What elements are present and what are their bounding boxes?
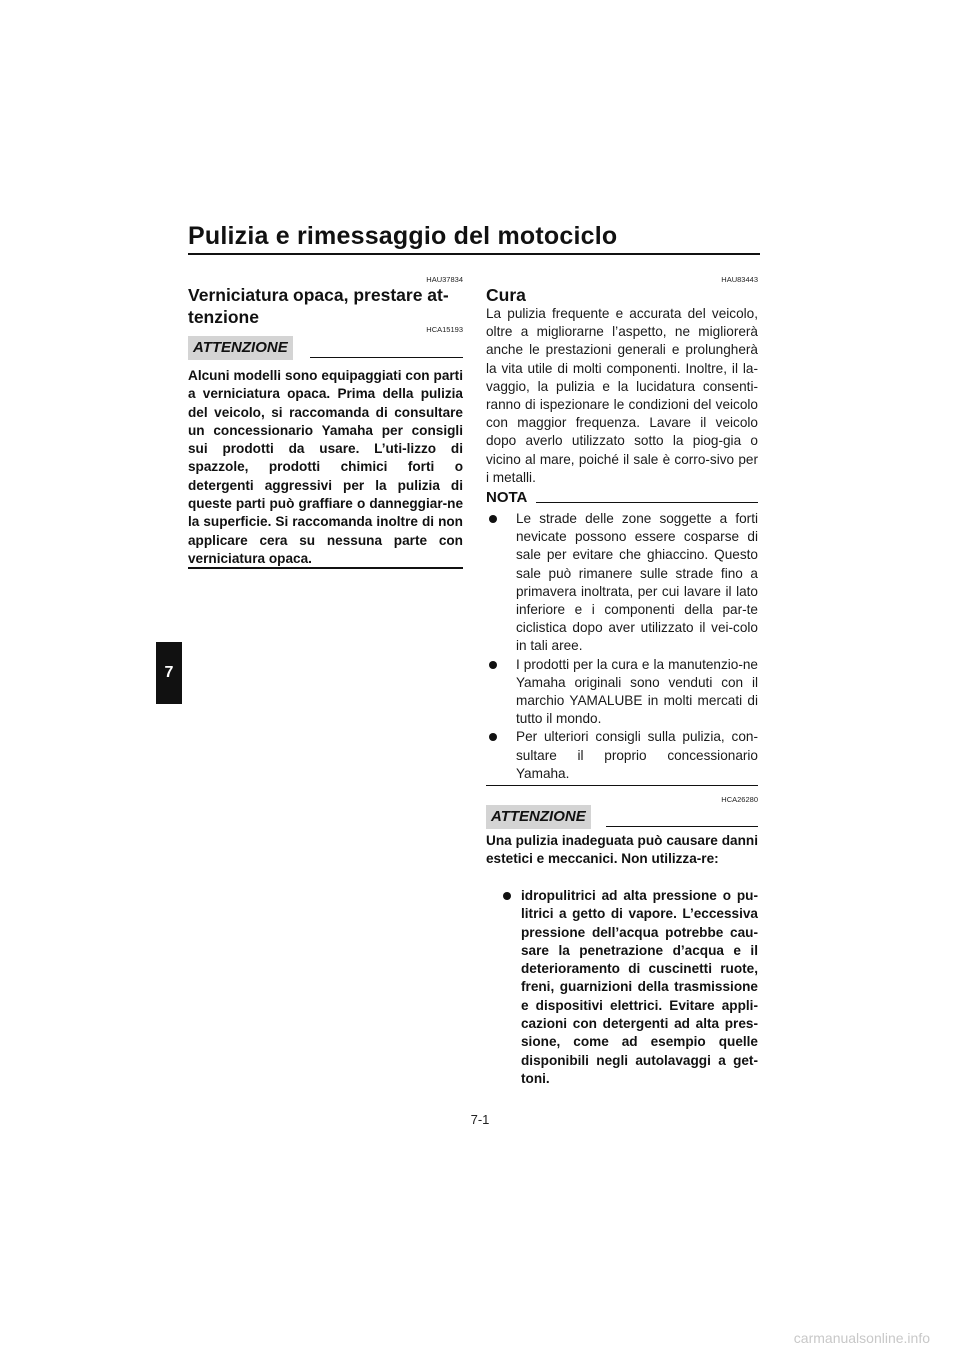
- note-item-text: Le strade delle zone soggette a forti nevicate possono essere cosparse di sale per evitare che ghiaccino. Questo sale può rimanere sulle strade fino a primavera inoltrata, per cui lavare il lato inferiore e i componenti della par-te ciclistica dopo aver utilizzato il vei-colo in tali aree.: [516, 511, 758, 654]
- watermark: carmanualsonline.info: [793, 1330, 930, 1346]
- note-rule: [536, 502, 758, 503]
- list-item: [486, 728, 758, 783]
- caution-label: ATTENZIONE: [486, 805, 591, 829]
- caution-text: Alcuni modelli sono equipaggiati con parti a verniciatura opaca. Prima della pulizia del veicolo, si raccomanda di consultare un concessionario Yamaha per consigli sui prodotti da usare. L’uti-lizzo di spazzole, prodotti chimici forti o detergenti aggressivi per la pulizia di queste parti può graffiare o danneggiar-ne la superficie. Si raccomanda inoltre di non applicare cera su nessuna parte con verniciatura opaca.: [188, 368, 463, 566]
- bullet-icon: [489, 733, 497, 741]
- caution-code: HCA26280: [721, 795, 758, 804]
- note-label: NOTA: [486, 489, 528, 506]
- caution-rule: [310, 357, 463, 358]
- caution-code: HCA15193: [426, 325, 463, 334]
- note-end-rule: [486, 785, 758, 786]
- section-heading-line-1: Verniciatura opaca, prestare at-: [188, 285, 449, 305]
- caution-list: [486, 887, 758, 1088]
- section-heading-line-2: tenzione: [188, 307, 259, 327]
- caution-item-text: idropulitrici ad alta pressione o pu-litrici a getto di vapore. L’eccessiva pressione dell’acqua potrebbe cau-sare la penetrazione d’acqua e il deterioramento di cuscinetti ruote, freni, guarnizioni della trasmissione e dispositivi elettrici. Evitare appli-cazioni con detergenti ad alta pres-sione, come ad esempio quelle disponibili negli autolavaggi a get-toni.: [521, 888, 758, 1086]
- bullet-icon: [489, 661, 497, 669]
- section-code: HAU83443: [721, 275, 758, 284]
- caution-rule: [606, 826, 758, 827]
- note-item-text: Per ulteriori consigli sulla pulizia, con-sultare il proprio concessionario Yamaha.: [516, 729, 758, 781]
- list-item: [486, 510, 758, 656]
- bullet-icon: [489, 515, 497, 523]
- note-item-text: I prodotti per la cura e la manutenzio-ne Yamaha originali sono venduti con il marchio YAMALUBE in molti mercati di tutto il mondo.: [516, 656, 758, 727]
- section-heading-care: Cura: [486, 285, 526, 305]
- caution-end-rule: [188, 567, 463, 569]
- care-paragraph: La pulizia frequente e accurata del veicolo, oltre a migliorarne l’aspetto, ne migliorerà anche le prestazioni generali e prolungherà la vita utile di molti componenti. Inoltre, il la-vaggio, la pulizia e la lucidatura consenti-ranno di ispezionare le condizioni del veicolo con maggior frequenza. Lavare il veicolo dopo averlo utilizzato sotto la piog-gia o vicino al mare, poiché il sale è corro-sivo per i metalli.: [486, 306, 758, 485]
- page-title: Pulizia e rimessaggio del motociclo: [188, 222, 618, 250]
- chapter-tab: 7: [156, 642, 182, 704]
- section-heading-matte-paint: [188, 284, 468, 328]
- page-number: 7-1: [470, 1112, 490, 1127]
- bullet-icon: [503, 892, 511, 900]
- caution-label: ATTENZIONE: [188, 336, 293, 360]
- list-item: [486, 656, 758, 729]
- section-code: HAU37834: [426, 275, 463, 284]
- title-divider: [188, 253, 760, 255]
- caution-intro: Una pulizia inadeguata può causare danni estetici e meccanici. Non utilizza-re:: [486, 833, 758, 867]
- list-item: [486, 887, 758, 1088]
- note-list: [486, 510, 758, 783]
